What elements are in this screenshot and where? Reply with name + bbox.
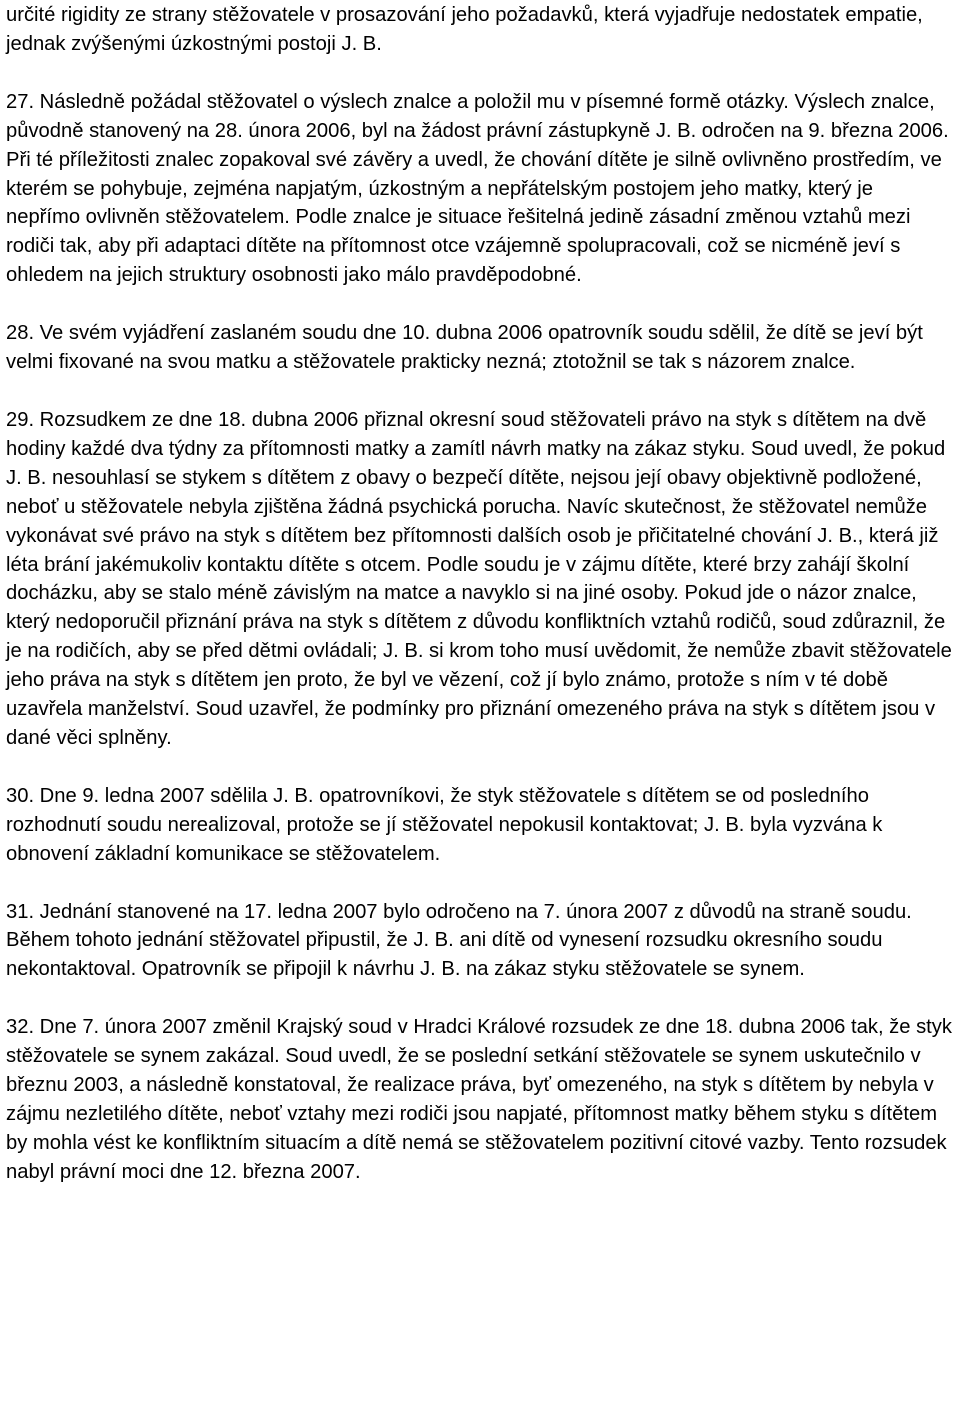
paragraph-27: 27. Následně požádal stěžovatel o výslech znalce a položil mu v písemné formě otázky. Výslech znalce, původně stanovený na 28. února 2006, byl na žádost právní zástupkyně J. B. odročen na 9. března 2006. Při té příležitosti znalec zopakoval své závěry a uvedl, že chování dítěte je silně ovlivněno prostředím, ve kterém se pohybuje, zejména napjatým, úzkostným a nepřátelským postojem jeho matky, který je nepřímo ovlivněn stěžovatelem. Podle znalce je situace řešitelná jedině zásadní změnou vztahů mezi rodiči tak, aby při adaptaci dítěte na přítomnost otce vzájemně spolupracovali, což se nicméně jeví s ohledem na jejich struktury osobnosti jako málo pravděpodobné. [6,90,949,287]
paragraph-30: 30. Dne 9. ledna 2007 sdělila J. B. opatrovníkovi, že styk stěžovatele s dítětem se od posledního rozhodnutí soudu nerealizoval, protože se jí stěžovatel nepokusil kontaktovat; J. B. byla vyzvána k obnovení základní komunikace se stěžovatelem. [6,784,883,865]
paragraph-31: 31. Jednání stanovené na 17. ledna 2007 bylo odročeno na 7. února 2007 z důvodů na straně soudu. Během tohoto jednání stěžovatel připustil, že J. B. ani dítě od vynesení rozsudku okresního soudu nekontaktoval. Opatrovník se připojil k návrhu J. B. na zákaz styku stěžovatele se synem. [6,900,912,981]
paragraph-32: 32. Dne 7. února 2007 změnil Krajský soud v Hradci Králové rozsudek ze dne 18. dubna 2006 tak, že styk stěžovatele se synem zakázal. Soud uvedl, že se poslední setkání stěžovatele se synem uskutečnilo v březnu 2003, a následně konstatoval, že realizace práva, byť omezeného, na styk s dítětem by nebyla v zájmu nezletilého dítěte, neboť vztahy mezi rodiči jsou napjaté, přítomnost matky během styku s dítětem by mohla vést ke konfliktním situacím a dítě nemá se stěžovatelem pozitivní citové vazby. Tento rozsudek nabyl právní moci dne 12. března 2007. [6,1016,952,1183]
paragraph-continuation: určité rigidity ze strany stěžovatele v prosazování jeho požadavků, která vyjadřuje nedostatek empatie, jednak zvýšenými úzkostnými postoji J. B. [6,4,923,55]
document-page [6,0,952,1216]
paragraph-28: 28. Ve svém vyjádření zaslaném soudu dne 10. dubna 2006 opatrovník soudu sdělil, že dítě se jeví být velmi fixované na svou matku a stěžovatele prakticky nezná; ztotožnil se tak s názorem znalce. [6,322,923,374]
paragraph-29: 29. Rozsudkem ze dne 18. dubna 2006 přiznal okresní soud stěžovateli právo na styk s dítětem na dvě hodiny každé dva týdny za přítomnosti matky a zamítl návrh matky na zákaz styku. Soud uvedl, že pokud J. B. nesouhlasí se stykem s dítětem z obavy o bezpečí dítěte, nejsou její obavy objektivně podložené, neboť u stěžovatele nebyla zjištěna žádná psychická porucha. Navíc skutečnost, že stěžovatel nemůže vykonávat své právo na styk s dítětem bez přítomnosti dalších osob je přičitatelné chování J. B., která již léta brání jakémukoliv kontaktu dítěte s otcem. Podle soudu je v zájmu dítěte, které brzy zahájí školní docházku, aby se stalo méně závislým na matce a navyklo si na jiné osoby. Pokud jde o názor znalce, který nedoporučil přiznání práva na styk s dítětem z důvodu konfliktních vztahů rodičů, soud zdůraznil, že je na rodičích, aby se před dětmi ovládali; J. B. si krom toho musí uvědomit, že nemůže zbavit stěžovatele jeho práva na styk s dítětem jen proto, že byl ve vězení, což jí bylo známo, protože s ním v té době uzavřela manželství. Soud uzavřel, že podmínky pro přiznání omezeného práva na styk s dítětem jsou v dané věci splněny. [6,408,952,749]
